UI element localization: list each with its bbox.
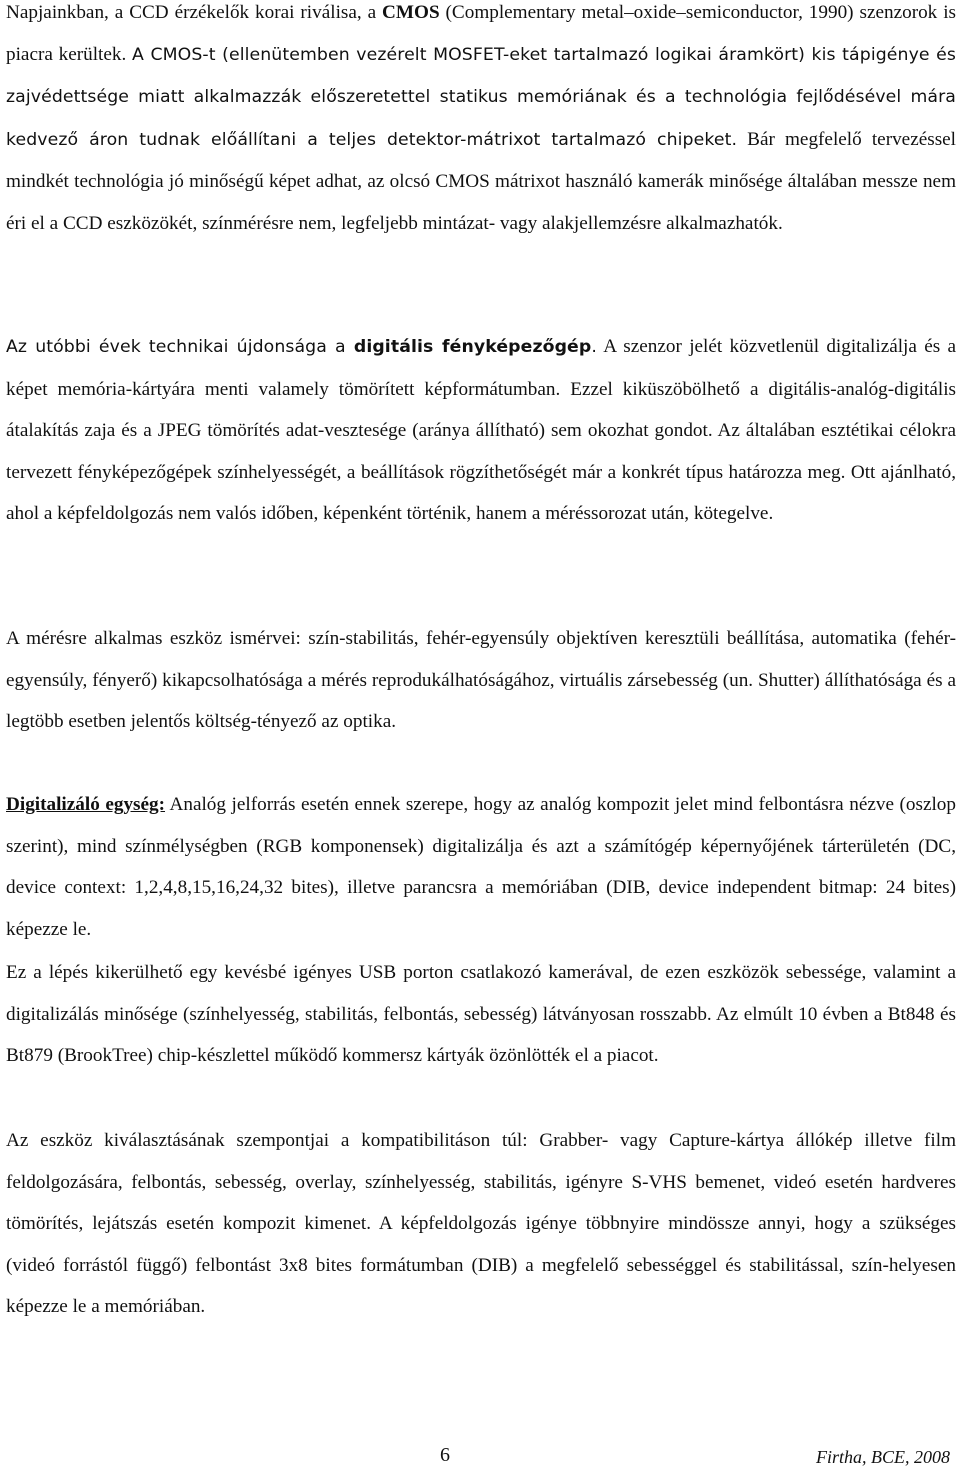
text-span: Analóg jelforrás esetén ennek szerepe, hogy az analóg kompozit jelet mind felbontásra nézve (oszlop szerint), mind színmélységben (RGB komponensek) digitalizálja és azt a számítógép képernyőjének tárterületén (DC, device context: 1,2,4,8,15,16,24,32 bites), illetve parancsra a memóriában (DIB, device independent bitmap: 24 bites) képezze le.	[6, 794, 956, 940]
paragraph-selection-criteria	[6, 1120, 956, 1328]
text-span: A szenzor jelét közvetlenül digitalizálja és a képet memória-kártyára menti valamely tömörített képformátumban. Ezzel kiküszöbölhető a digitális-analóg-digitális átalakítás zaja és a JPEG tömörítés adat-vesztesége (aránya állítható) sem okozhat gondot. Az általában esztétikai célokra tervezett fényképezőgépek színhelyességét, a beállítások rögzíthetőségét már a konkrét típus határozza meg. Ott ajánlható, ahol a képfeldolgozás nem valós időben, képenként történik, hanem a méréssorozat után, kötegelve.	[6, 336, 957, 525]
text-span: (Complementary metal–oxide–semiconductor, 1990) szenzorok is piacra kerültek.	[6, 2, 956, 65]
paragraph-digitizer	[6, 784, 956, 950]
text-span: Ez a lépés kikerülhető egy kevésbé igényes USB porton csatlakozó kamerával, de ezen eszközök sebessége, valamint a digitalizálás minősége (színhelyesség, stabilitás, felbontás, sebesség) látványosan rosszabb. Az elmúlt 10 évben a Bt848 és Bt879 (BrookTree) chip-készlettel működő kommersz kártyák özönlötték el a piacot.	[6, 962, 956, 1067]
bold-term-cmos: CMOS	[382, 2, 440, 23]
footer-credit: Firtha, BCE, 2008	[816, 1447, 950, 1467]
text-span: Bár megfelelő tervezéssel mindkét technológia jó minőségű képet adhat, az olcsó CMOS mátrixot használó kamerák minősége általában messze nem éri el a CCD eszközökét, színmérésre nem, legfeljebb mintázat- vagy alakjellemzésre alkalmazhatók.	[6, 128, 957, 234]
paragraph-usb-camera	[6, 952, 956, 1077]
text-span: Az eszköz kiválasztásának szempontjai a kompatibilitáson túl: Grabber- vagy Capture-kártya állókép illetve film feldolgozására, felbontás, sebesség, overlay, színhelyesség, stabilitás, igényre S-VHS bemenet, videó esetén hardveres tömörítés, lejátszás esetén kompozit kimenet. A képfeldolgozás igénye többnyire mindössze annyi, hogy a szükséges (videó forrástól függő) felbontást 3x8 bites formátumban (DIB) a megfelelő sebességgel és stabilitással, szín-helyesen képezze le a memóriában.	[6, 1130, 956, 1318]
text-span-sans: A CMOS-t (ellenütemben vezérelt MOSFET-eket tartalmazó logikai áramkört) kis tápigénye és zajvédettsége miatt alkalmazzák előszeretettel statikus memóriának és a technológia fejlődésével mára kedvező áron tudnak előállítani a teljes detektor-mátrixot tartalmazó chipeket.	[6, 44, 956, 150]
page-number: 6	[440, 1444, 450, 1466]
section-heading-digitizer: Digitalizáló egység:	[6, 794, 166, 815]
paragraph-cmos	[6, 0, 956, 245]
text-span-sans: Az utóbbi évek technikai újdonsága a	[6, 337, 354, 357]
text-span-sans: .	[591, 337, 597, 357]
paragraph-digital-camera	[6, 326, 956, 535]
text-span: Napjainkban, a CCD érzékelők korai riválisa, a	[6, 2, 383, 23]
bold-term-digital-camera: digitális fényképezőgép	[353, 337, 592, 357]
text-span: A mérésre alkalmas eszköz ismérvei: szín-stabilitás, fehér-egyensúly objektíven keresztüli beállítása, automatika (fehér-egyensúly, fényerő) kikapcsolhatósága a mérés reprodukálhatóságához, virtuális zársebesség (un. Shutter) állíthatósága és a legtöbb esetben jelentős költség-tényező az optika.	[6, 628, 956, 733]
paragraph-measurement-criteria	[6, 618, 956, 743]
